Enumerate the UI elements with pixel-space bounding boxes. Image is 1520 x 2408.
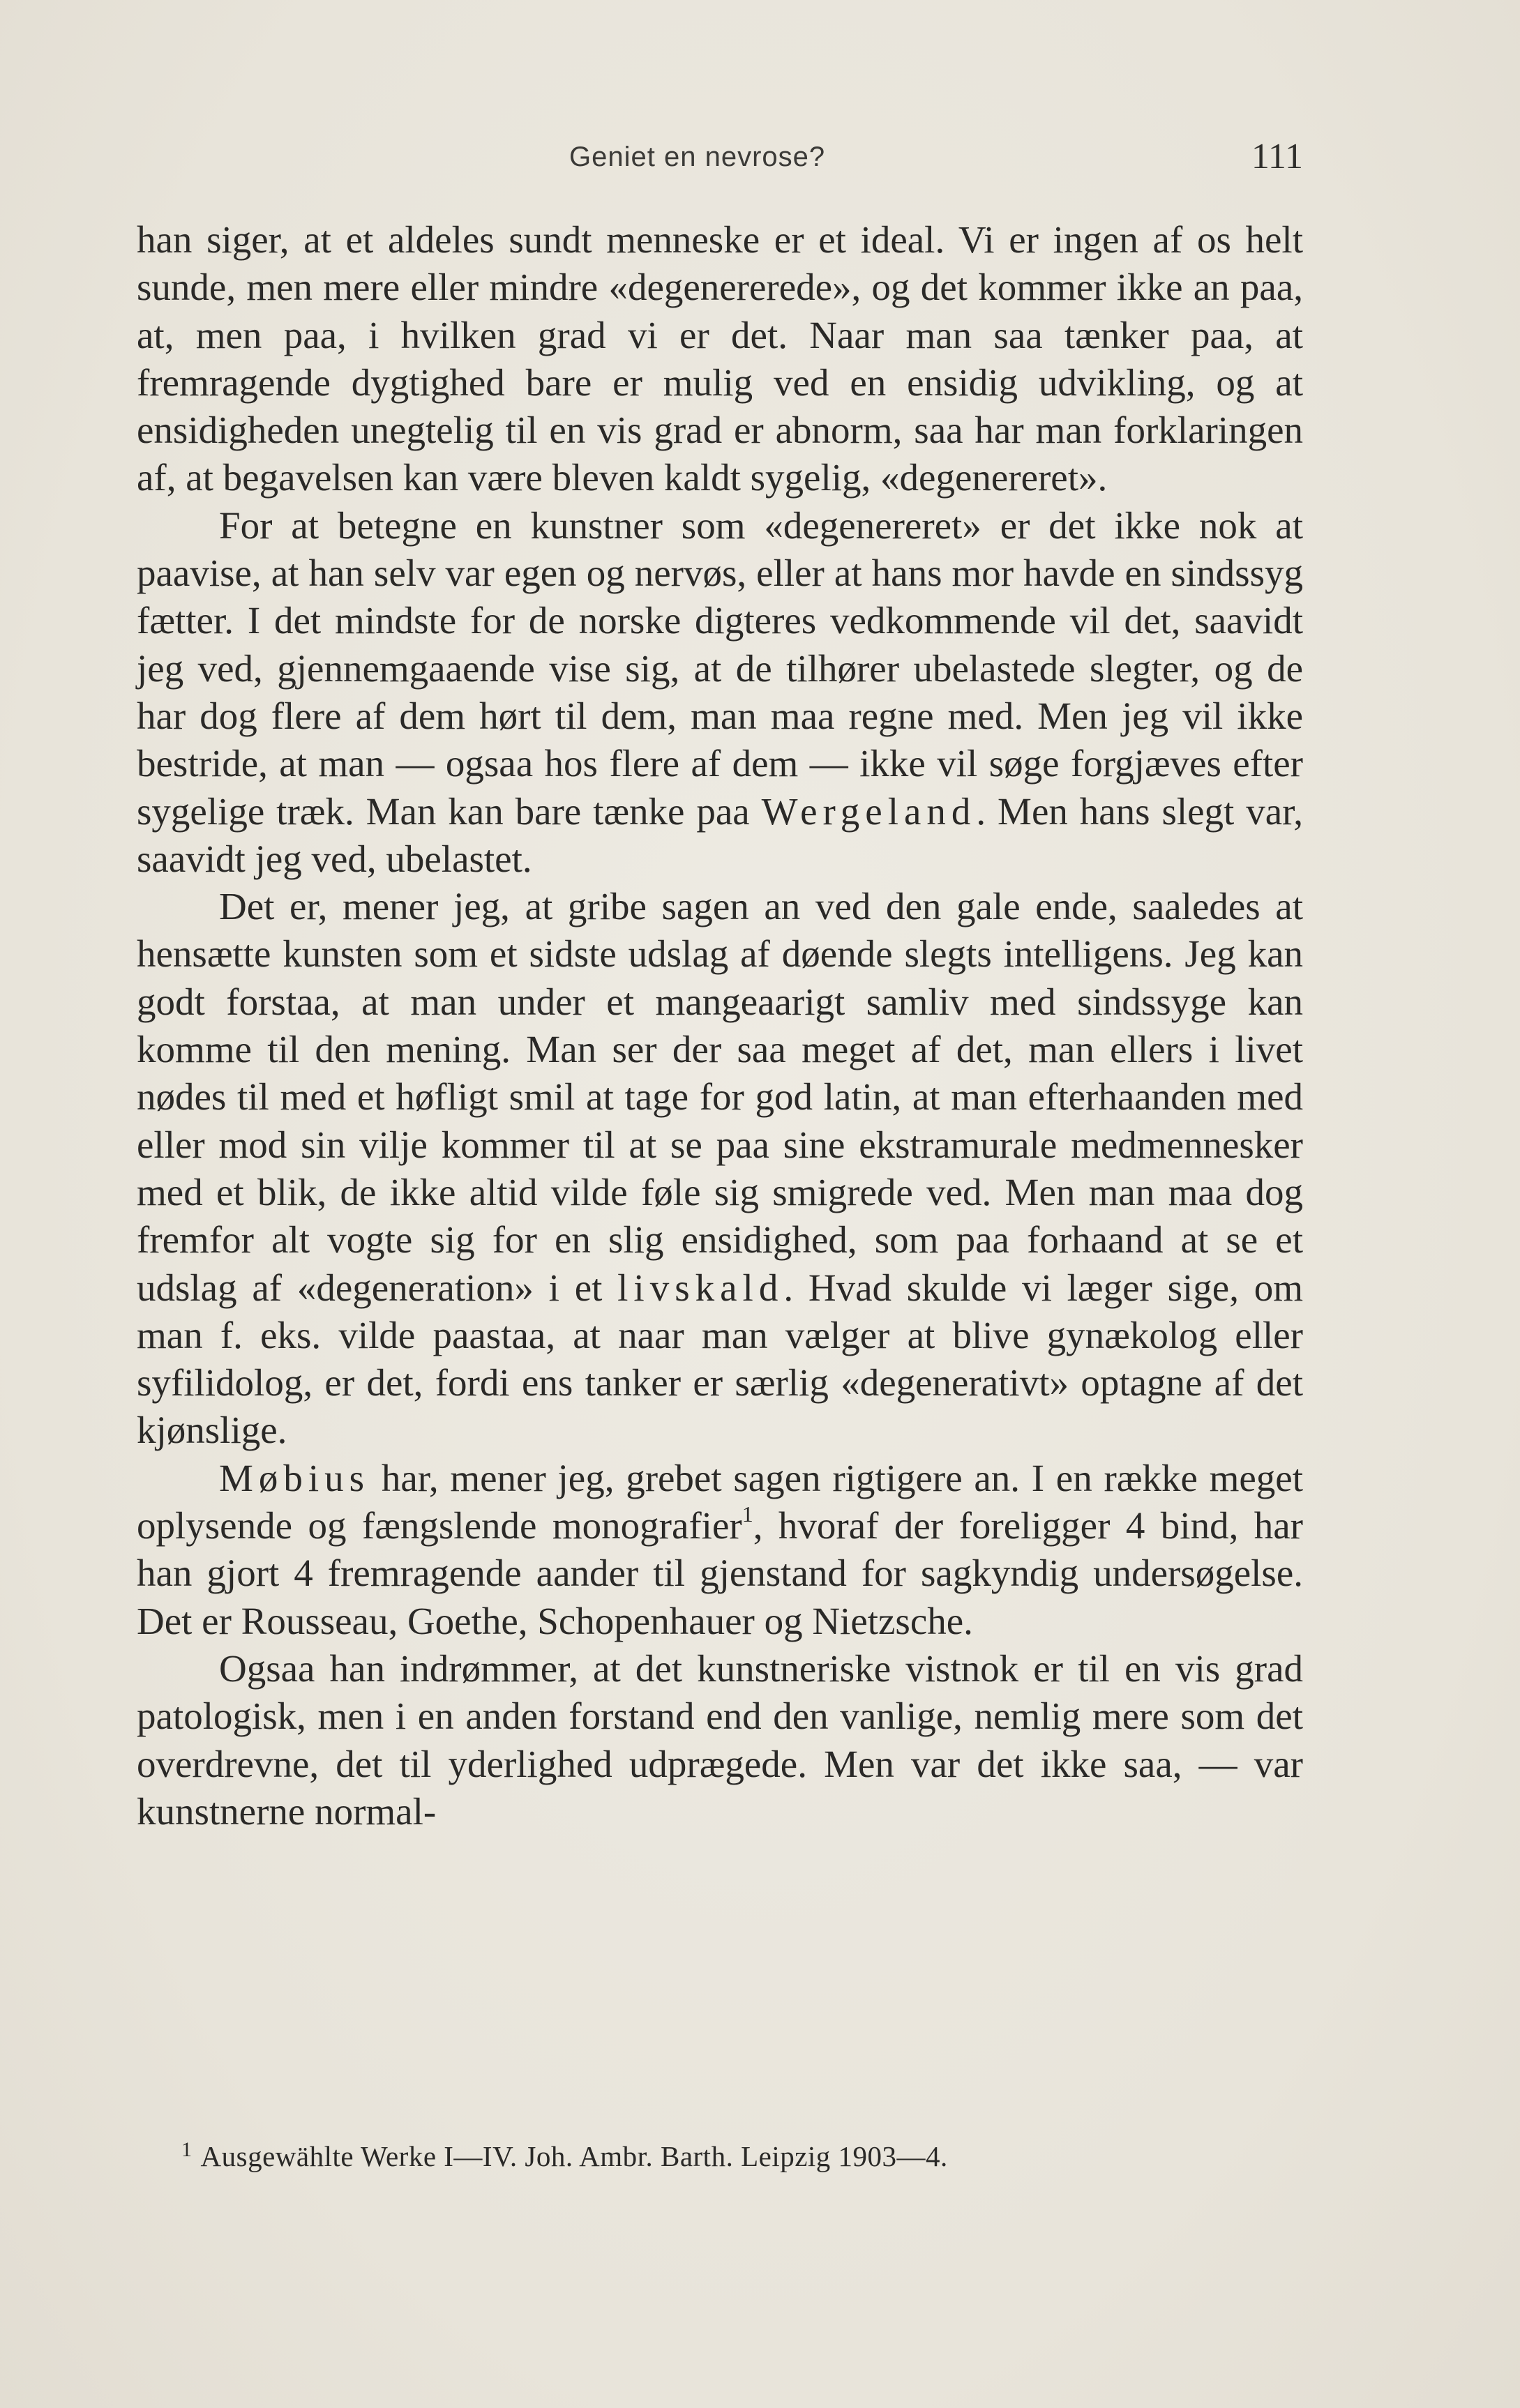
spaced-name-mobius: Møbius — [219, 1456, 370, 1499]
body-text — [137, 216, 1303, 1835]
text-segment: . Hvad skulde vi læger sige, om man f. eks. vilde paastaa, at naar man vælger at blive gynækolog eller syfilidolog, er det, fordi ens tanker er særlig «degenerativt» optagne af det kjønslige. — [137, 1266, 1303, 1452]
paragraph-2 — [137, 502, 1303, 883]
paragraph-1 — [137, 216, 1303, 502]
text-segment: Ogsaa han indrømmer, at det kunstneriske vistnok er til en vis grad patologisk, men i en anden forstand end den vanlige, nemlig mere som det overdrevne, det til yderlighed udprægede. Men var det ikke saa, — var kunstnerne normal- — [137, 1646, 1303, 1833]
page-number: 111 — [1251, 137, 1303, 176]
paragraph-3 — [137, 883, 1303, 1455]
text-segment: har, mener jeg, grebet sagen rigtigere an. I en række meget oplysende og fængslende monografier — [137, 1456, 1303, 1547]
paragraph-4 — [137, 1455, 1303, 1645]
text-segment: For at betegne en kunstner som «degenereret» er det ikke nok at paavise, at han selv var egen og nervøs, eller at hans mor havde en sindssyg fætter. I det mindste for de norske digteres vedkommende vil det, saavidt jeg ved, gjennemgaaende vise sig, at de tilhører ubelastede slegter, og de har dog flere af dem hørt til dem, man maa regne med. Men jeg vil ikke bestride, at man — ogsaa hos flere af dem — ikke vil søge forgjæves efter sygelige træk. Man kan bare tænke paa — [137, 503, 1303, 833]
text-segment: , hvoraf der foreligger 4 bind, har han gjort 4 fremragende aander til gjenstand for sagkyndig undersøgelse. Det er Rousseau, Goethe, Schopenhauer og Nietzsche. — [137, 1504, 1303, 1642]
spaced-name-wergeland: Wergeland — [761, 789, 977, 833]
text-segment: Det er, mener jeg, at gribe sagen an ved den gale ende, saaledes at hensætte kunsten som et sidste udslag af døende slegts intelligens. Jeg kan godt forstaa, at man under et mangeaarigt samliv med sindssyge kan komme til den mening. Man ser der saa meget af det, man ellers i livet nødes til med et høfligt smil at tage for god latin, at man efterhaanden med eller mod sin vilje kommer til at se paa sine ekstramurale medmennesker med et blik, de ikke altid vilde føle sig smigrede ved. Men man maa dog fremfor alt vogte sig for en slig ensidighed, som paa forhaand at se et udslag af «degeneration» i et — [137, 885, 1303, 1309]
text-segment: . Men hans slegt var, saavidt jeg ved, ubelastet. — [137, 789, 1303, 880]
text-segment: han siger, at et aldeles sundt menneske er et ideal. Vi er ingen af os helt sunde, men mere eller mindre «degenererede», og det kommer ikke an paa, at, men paa, i hvilken grad vi er det. Naar man saa tænker paa, at fremragende dygtighed bare er mulig ved en ensidig udvikling, og at ensidigheden unegtelig til en vis grad er abnorm, saa har man forklaringen af, at begavelsen kan være bleven kaldt sygelig, «degenereret». — [137, 218, 1303, 499]
page-header — [137, 136, 1303, 185]
running-title: Geniet en nevrose? — [569, 142, 826, 172]
paragraph-5 — [137, 1645, 1303, 1835]
footnote-reference: 1 — [742, 1501, 753, 1527]
footnote-mark: 1 — [181, 2138, 193, 2161]
spaced-word-livskald: livskald — [617, 1266, 784, 1309]
footnote — [181, 2129, 1303, 2177]
footnote-text: Ausgewählte Werke I—IV. Joh. Ambr. Barth. Leipzig 1903—4. — [200, 2140, 948, 2172]
